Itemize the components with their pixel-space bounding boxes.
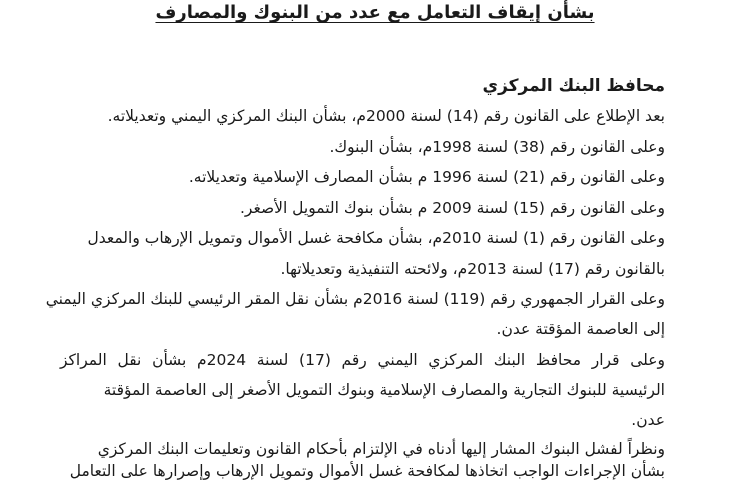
- preamble-line-11: عدن.: [631, 411, 665, 429]
- preamble-line-2: وعلى القانون رقم (38) لسنة 1998م، بشأن البنوك.: [329, 138, 665, 156]
- preamble-line-12: ونظراً لفشل البنوك المشار إليها أدناه في الإلتزام بأحكام القانون وتعليمات البنك المركزي: [97, 440, 665, 458]
- preamble-line-13: بشأن الإجراءات الواجب اتخاذها لمكافحة غسل الأموال وتمويل الإرهاب وإصرارها على التعامل: [69, 462, 665, 480]
- preamble-line-1: بعد الإطلاع على القانون رقم (14) لسنة 2000م، بشأن البنك المركزي اليمني وتعديلاته.: [107, 107, 665, 125]
- document-title: بشأن إيقاف التعامل مع عدد من البنوك والمصارف: [155, 2, 595, 23]
- preamble-line-8: إلى العاصمة المؤقتة عدن.: [496, 320, 665, 338]
- preamble-line-3: وعلى القانون رقم (21) لسنة 1996 م بشأن المصارف الإسلامية وتعديلاته.: [188, 168, 665, 186]
- preamble-line-6: بالقانون رقم (17) لسنة 2013م، ولائحته التنفيذية وتعديلاتها.: [280, 260, 665, 278]
- preamble-line-5: وعلى القانون رقم (1) لسنة 2010م، بشأن مكافحة غسل الأموال وتمويل الإرهاب والمعدل: [87, 229, 665, 247]
- preamble-line-7: وعلى القرار الجمهوري رقم (119) لسنة 2016م بشأن نقل المقر الرئيسي للبنك المركزي اليمني: [45, 290, 665, 308]
- preamble-line-4: وعلى القانون رقم (15) لسنة 2009 م بشأن بنوك التمويل الأصغر.: [239, 199, 665, 217]
- preamble-line-10: الرئيسية للبنوك التجارية والمصارف الإسلامية وبنوك التمويل الأصغر إلى العاصمة المؤقتة: [103, 381, 665, 399]
- governor-heading: محافظ البنك المركزي: [482, 76, 665, 96]
- preamble-line-9: وعلى قرار محافظ البنك المركزي اليمني رقم (17) لسنة 2024م بشأن نقل المراكز: [60, 351, 665, 369]
